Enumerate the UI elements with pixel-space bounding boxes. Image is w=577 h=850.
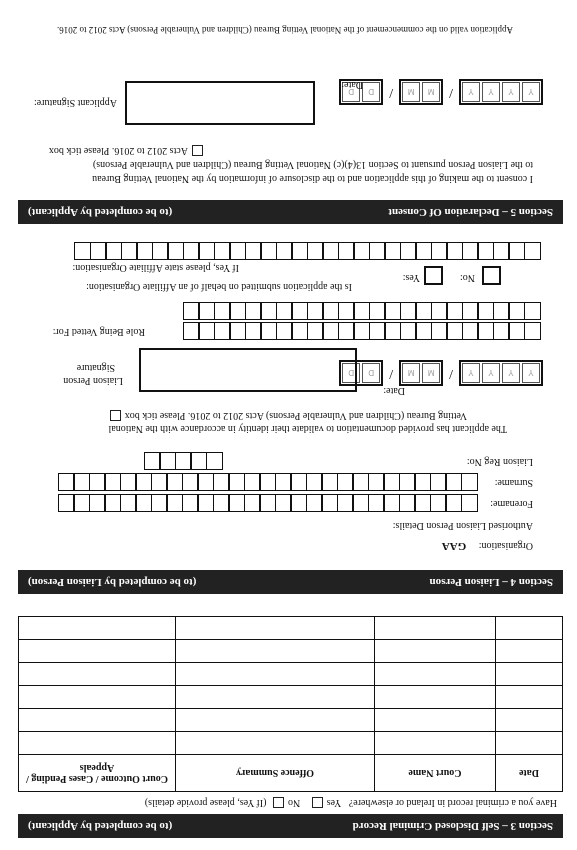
char-cell[interactable]: [478, 242, 495, 260]
char-cell[interactable]: [292, 242, 309, 260]
affiliate-no-label: No:: [460, 272, 475, 283]
char-cell[interactable]: [276, 242, 293, 260]
col-court-name: Court Name: [375, 755, 496, 792]
char-cell[interactable]: [369, 302, 386, 320]
char-cell[interactable]: [509, 242, 526, 260]
col-offence-summary: Offence Summary: [176, 755, 375, 792]
forename-field[interactable]: [60, 494, 479, 512]
char-cell[interactable]: [354, 242, 371, 260]
table-cell[interactable]: [496, 709, 563, 732]
table-cell[interactable]: [496, 617, 563, 640]
table-cell[interactable]: [496, 732, 563, 755]
char-cell[interactable]: [230, 302, 247, 320]
date-m-cell[interactable]: M: [422, 363, 440, 383]
char-cell[interactable]: [509, 302, 526, 320]
affiliate-name-label: If Yes, please state Affiliate Organisation:: [72, 262, 239, 273]
char-cell[interactable]: [462, 242, 479, 260]
char-cell[interactable]: [182, 473, 199, 491]
table-cell[interactable]: [375, 732, 496, 755]
char-cell[interactable]: [105, 473, 122, 491]
char-cell[interactable]: [230, 322, 247, 340]
char-cell[interactable]: [323, 242, 340, 260]
char-cell[interactable]: [183, 242, 200, 260]
char-cell[interactable]: [244, 494, 261, 512]
affiliate-question: Is the application submitted on behalf of an Affiliate Organisation:: [86, 281, 352, 292]
organisation-row: [442, 540, 533, 552]
consent-line3-row: [49, 145, 207, 156]
char-cell[interactable]: [368, 494, 385, 512]
char-cell[interactable]: [199, 242, 216, 260]
char-cell[interactable]: [151, 473, 168, 491]
char-cell[interactable]: [353, 473, 370, 491]
date-y-cell[interactable]: Y: [462, 363, 480, 383]
char-cell[interactable]: [191, 452, 208, 470]
attest-line1: The applicant has provided documentation to validate their identity in accordance with the National: [108, 423, 507, 434]
char-cell[interactable]: [144, 452, 161, 470]
criminal-details-note: (If Yes, please provide details): [144, 797, 267, 808]
col-court-outcome: Court Outcome / Cases Pending / Appeals: [19, 755, 176, 792]
char-cell[interactable]: [431, 322, 448, 340]
date-y-cell[interactable]: Y: [522, 82, 540, 102]
char-cell[interactable]: [447, 302, 464, 320]
char-cell[interactable]: [214, 242, 231, 260]
date-y-cell[interactable]: Y: [482, 363, 500, 383]
liaison-reg-label: Liaison Reg No:: [466, 456, 533, 467]
char-cell[interactable]: [275, 473, 292, 491]
date-m-cell[interactable]: M: [402, 82, 420, 102]
table-cell[interactable]: [19, 732, 176, 755]
affiliate-name-field[interactable]: [76, 242, 541, 260]
char-cell[interactable]: [323, 302, 340, 320]
criminal-yes-label: Yes: [326, 797, 342, 808]
table-row: [19, 732, 563, 755]
date-y-cell[interactable]: Y: [502, 82, 520, 102]
char-cell[interactable]: [493, 242, 510, 260]
char-cell[interactable]: [198, 473, 215, 491]
date-d-cell[interactable]: D: [362, 363, 380, 383]
char-cell[interactable]: [446, 494, 463, 512]
char-cell[interactable]: [430, 473, 447, 491]
role-label: Role Being Vetted For:: [52, 326, 145, 337]
char-cell[interactable]: [276, 302, 293, 320]
col-date: Date: [496, 755, 563, 792]
char-cell[interactable]: [384, 494, 401, 512]
char-cell[interactable]: [198, 494, 215, 512]
char-cell[interactable]: [524, 302, 541, 320]
char-cell[interactable]: [461, 473, 478, 491]
char-cell[interactable]: [244, 473, 261, 491]
date-m-cell[interactable]: M: [422, 82, 440, 102]
organisation-value: GAA: [441, 540, 467, 552]
char-cell[interactable]: [385, 322, 402, 340]
char-cell[interactable]: [106, 242, 123, 260]
date-separator: /: [449, 366, 453, 381]
char-cell[interactable]: [182, 494, 199, 512]
liaison-date-field[interactable]: [339, 360, 543, 386]
char-cell[interactable]: [400, 302, 417, 320]
applicant-sig-label: Applicant Signature:: [33, 97, 117, 108]
table-cell[interactable]: [375, 640, 496, 663]
char-cell[interactable]: [291, 473, 308, 491]
char-cell[interactable]: [368, 473, 385, 491]
validity-footer: Application valid on the commencement of the National Vetting Bureau (Children and Vulnerable Persons) Acts 2012 to 2016.: [56, 25, 513, 35]
date-m-cell[interactable]: M: [402, 363, 420, 383]
table-cell[interactable]: [176, 640, 375, 663]
char-cell[interactable]: [322, 494, 339, 512]
char-cell[interactable]: [462, 322, 479, 340]
char-cell[interactable]: [261, 242, 278, 260]
char-cell[interactable]: [213, 473, 230, 491]
table-row: [19, 663, 563, 686]
char-cell[interactable]: [354, 302, 371, 320]
date-y-cell[interactable]: Y: [462, 82, 480, 102]
table-cell[interactable]: [375, 617, 496, 640]
char-cell[interactable]: [478, 322, 495, 340]
char-cell[interactable]: [446, 473, 463, 491]
table-cell[interactable]: [496, 663, 563, 686]
surname-field[interactable]: [60, 473, 479, 491]
liaison-sig-label1: Liaison Person: [63, 375, 123, 386]
surname-label: Surname:: [494, 477, 533, 488]
char-cell[interactable]: [292, 322, 309, 340]
attest-line2-row: [106, 410, 467, 421]
section3-title: Section 3 – Self Disclosed Criminal Record: [352, 820, 553, 832]
char-cell[interactable]: [509, 322, 526, 340]
char-cell[interactable]: [89, 494, 106, 512]
applicant-date-field[interactable]: [339, 79, 543, 105]
char-cell[interactable]: [213, 494, 230, 512]
liaison-reg-field[interactable]: [146, 452, 224, 470]
char-cell[interactable]: [416, 242, 433, 260]
char-cell[interactable]: [121, 242, 138, 260]
criminal-record-question: Have you a criminal record in Ireland or elsewhere?: [348, 797, 557, 808]
table-cell[interactable]: [176, 617, 375, 640]
char-cell[interactable]: [183, 302, 200, 320]
section3-note: (to be completed by Applicant): [28, 820, 173, 832]
char-cell[interactable]: [260, 473, 277, 491]
date-y-cell[interactable]: Y: [522, 363, 540, 383]
char-cell[interactable]: [385, 302, 402, 320]
consent-line3: Acts 2012 to 2016. Please tick box: [48, 145, 188, 156]
char-cell[interactable]: [90, 242, 107, 260]
section3-header: [18, 814, 563, 838]
char-cell[interactable]: [151, 494, 168, 512]
char-cell[interactable]: [89, 473, 106, 491]
char-cell[interactable]: [307, 242, 324, 260]
char-cell[interactable]: [323, 322, 340, 340]
char-cell[interactable]: [160, 452, 177, 470]
consent-checkbox[interactable]: [192, 145, 203, 156]
liaison-signature-box[interactable]: [139, 348, 357, 392]
table-cell[interactable]: [496, 640, 563, 663]
affiliate-yes-label: Yes:: [402, 272, 420, 283]
date-d-cell[interactable]: D: [342, 82, 360, 102]
criminal-record-question-row: [145, 797, 557, 808]
char-cell[interactable]: [337, 473, 354, 491]
char-cell[interactable]: [136, 494, 153, 512]
char-cell[interactable]: [322, 473, 339, 491]
attest-checkbox[interactable]: [110, 410, 121, 421]
table-cell[interactable]: [19, 640, 176, 663]
table-row: [19, 640, 563, 663]
applicant-date-label: Date:: [341, 79, 363, 90]
section4-header: [18, 570, 563, 594]
char-cell[interactable]: [307, 302, 324, 320]
char-cell[interactable]: [461, 494, 478, 512]
char-cell[interactable]: [524, 322, 541, 340]
char-cell[interactable]: [245, 242, 262, 260]
char-cell[interactable]: [384, 473, 401, 491]
char-cell[interactable]: [74, 494, 91, 512]
char-cell[interactable]: [478, 302, 495, 320]
table-row: [19, 709, 563, 732]
char-cell[interactable]: [338, 242, 355, 260]
char-cell[interactable]: [167, 494, 184, 512]
char-cell[interactable]: [167, 473, 184, 491]
section5-header: [18, 200, 563, 224]
char-cell[interactable]: [415, 473, 432, 491]
table-row: [19, 686, 563, 709]
table-cell[interactable]: [375, 686, 496, 709]
criminal-no-label: No: [287, 797, 301, 808]
affiliate-yes-box[interactable]: [424, 266, 443, 285]
char-cell[interactable]: [431, 242, 448, 260]
table-cell[interactable]: [19, 709, 176, 732]
char-cell[interactable]: [493, 302, 510, 320]
date-y-cell[interactable]: Y: [482, 82, 500, 102]
char-cell[interactable]: [292, 302, 309, 320]
char-cell[interactable]: [369, 322, 386, 340]
char-cell[interactable]: [206, 452, 223, 470]
char-cell[interactable]: [214, 302, 231, 320]
affiliate-no-box[interactable]: [482, 266, 501, 285]
char-cell[interactable]: [415, 494, 432, 512]
char-cell[interactable]: [399, 494, 416, 512]
char-cell[interactable]: [416, 322, 433, 340]
char-cell[interactable]: [245, 302, 262, 320]
date-separator: /: [449, 85, 453, 100]
char-cell[interactable]: [229, 473, 246, 491]
char-cell[interactable]: [120, 494, 137, 512]
char-cell[interactable]: [353, 494, 370, 512]
table-cell[interactable]: [375, 663, 496, 686]
char-cell[interactable]: [337, 494, 354, 512]
liaison-sig-label2: Signature: [76, 362, 115, 373]
char-cell[interactable]: [276, 322, 293, 340]
char-cell[interactable]: [74, 473, 91, 491]
char-cell[interactable]: [199, 322, 216, 340]
criminal-yes-checkbox[interactable]: [312, 797, 323, 808]
char-cell[interactable]: [385, 242, 402, 260]
char-cell[interactable]: [493, 322, 510, 340]
table-cell[interactable]: [19, 617, 176, 640]
date-separator: /: [389, 366, 394, 381]
char-cell[interactable]: [338, 302, 355, 320]
char-cell[interactable]: [447, 322, 464, 340]
char-cell[interactable]: [306, 494, 323, 512]
forename-label: Forename:: [490, 498, 533, 509]
char-cell[interactable]: [214, 322, 231, 340]
char-cell[interactable]: [120, 473, 137, 491]
date-y-cell[interactable]: Y: [502, 363, 520, 383]
applicant-signature-box[interactable]: [125, 81, 315, 125]
attest-line2: Vetting Bureau (Children and Vulnerable Persons) Acts 2012 to 2016. Please tick box: [124, 410, 467, 421]
date-separator: /: [389, 85, 394, 100]
table-cell[interactable]: [176, 732, 375, 755]
criminal-table-header: [19, 755, 563, 792]
char-cell[interactable]: [400, 242, 417, 260]
char-cell[interactable]: [137, 242, 154, 260]
char-cell[interactable]: [306, 473, 323, 491]
char-cell[interactable]: [354, 322, 371, 340]
char-cell[interactable]: [524, 242, 541, 260]
char-cell[interactable]: [261, 322, 278, 340]
char-cell[interactable]: [260, 494, 277, 512]
criminal-record-table: [18, 616, 563, 792]
table-cell[interactable]: [496, 686, 563, 709]
table-cell[interactable]: [176, 686, 375, 709]
role-field-row1[interactable]: [185, 322, 542, 340]
date-d-cell[interactable]: D: [342, 363, 360, 383]
char-cell[interactable]: [175, 452, 192, 470]
char-cell[interactable]: [275, 494, 292, 512]
char-cell[interactable]: [307, 322, 324, 340]
char-cell[interactable]: [229, 494, 246, 512]
section5-title: Section 5 – Declaration Of Consent: [388, 206, 553, 218]
char-cell[interactable]: [338, 322, 355, 340]
char-cell[interactable]: [447, 242, 464, 260]
table-cell[interactable]: [176, 709, 375, 732]
section5-note: (to be completed by Applicant): [28, 206, 173, 218]
char-cell[interactable]: [230, 242, 247, 260]
char-cell[interactable]: [431, 302, 448, 320]
table-cell[interactable]: [19, 686, 176, 709]
char-cell[interactable]: [75, 242, 92, 260]
authorised-liaison-label: Authorised Liaison Person Details:: [392, 520, 533, 531]
liaison-date-label: Date:: [383, 385, 405, 396]
char-cell[interactable]: [168, 242, 185, 260]
section4-title: Section 4 – Liaison Person: [429, 576, 553, 588]
table-row: [19, 617, 563, 640]
char-cell[interactable]: [369, 242, 386, 260]
char-cell[interactable]: [199, 302, 216, 320]
table-cell[interactable]: [176, 663, 375, 686]
char-cell[interactable]: [136, 473, 153, 491]
char-cell[interactable]: [400, 322, 417, 340]
table-cell[interactable]: [375, 709, 496, 732]
char-cell[interactable]: [462, 302, 479, 320]
role-field-row2[interactable]: [185, 302, 542, 320]
consent-line1: I consent to the making of this application and to the disclosure of information by the National Vetting Bureau: [92, 173, 533, 184]
char-cell[interactable]: [430, 494, 447, 512]
char-cell[interactable]: [152, 242, 169, 260]
char-cell[interactable]: [183, 322, 200, 340]
consent-line2: to the Liaison Person pursuant to Section 13(4)(c) National Vetting Bureau (Children and Vulnerable Persons): [92, 159, 533, 170]
char-cell[interactable]: [261, 302, 278, 320]
table-cell[interactable]: [19, 663, 176, 686]
organisation-label: Organisation:: [478, 540, 533, 551]
char-cell[interactable]: [245, 322, 262, 340]
char-cell[interactable]: [416, 302, 433, 320]
char-cell[interactable]: [291, 494, 308, 512]
char-cell[interactable]: [58, 473, 75, 491]
char-cell[interactable]: [399, 473, 416, 491]
section4-note: (to be completed by Liaison Person): [28, 576, 197, 588]
date-d-cell[interactable]: D: [362, 82, 380, 102]
char-cell[interactable]: [58, 494, 75, 512]
char-cell[interactable]: [105, 494, 122, 512]
criminal-no-checkbox[interactable]: [273, 797, 284, 808]
